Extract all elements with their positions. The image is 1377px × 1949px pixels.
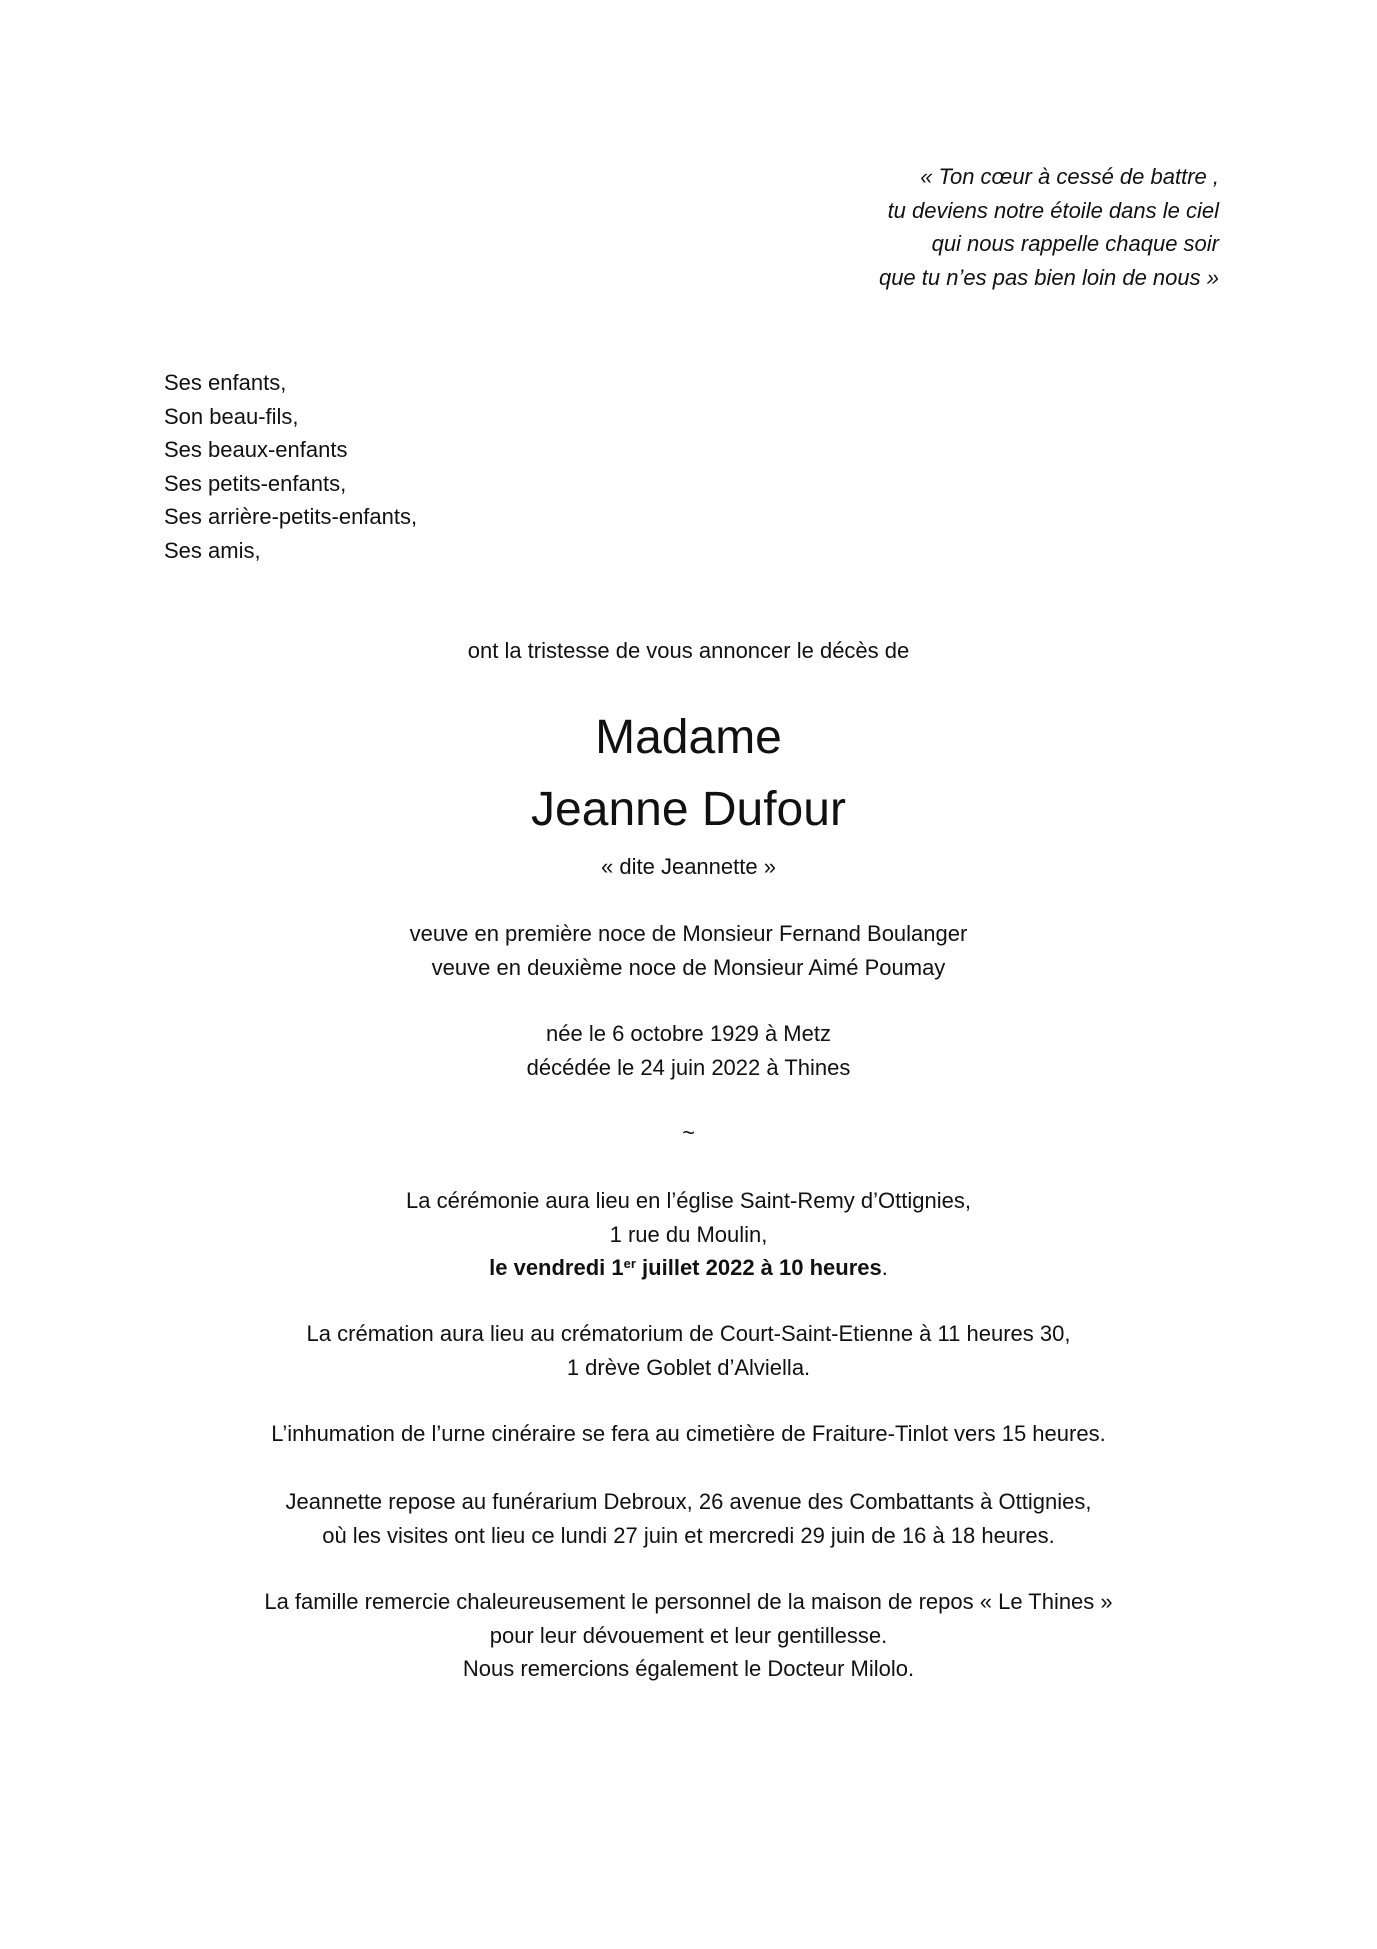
death-date: décédée le 24 juin 2022 à Thines bbox=[526, 1054, 851, 1080]
thanks-line: Nous remercions également le Docteur Milolo. bbox=[462, 1656, 915, 1681]
epigraph-line: tu deviens notre étoile dans le ciel bbox=[887, 197, 1219, 223]
epigraph-quote bbox=[879, 160, 1219, 294]
family-list bbox=[164, 366, 417, 567]
separator-tilde: ~ bbox=[682, 1120, 695, 1145]
family-line: Son beau-fils, bbox=[164, 403, 299, 429]
cremation-info bbox=[0, 1317, 1377, 1384]
family-line: Ses arrière-petits-enfants, bbox=[164, 504, 418, 529]
ceremony-date-ordinal: er bbox=[623, 1256, 636, 1271]
birth-date: née le 6 octobre 1929 à Metz bbox=[546, 1021, 831, 1046]
deceased-nickname: « dite Jeannette » bbox=[601, 854, 776, 879]
family-line: Ses beaux-enfants bbox=[164, 437, 348, 462]
family-line: Ses petits-enfants, bbox=[164, 470, 347, 496]
widowhood-line: veuve en première noce de Monsieur Fernand Boulanger bbox=[409, 921, 968, 946]
ceremony-date-rest: juillet 2022 à 10 heures bbox=[635, 1255, 882, 1280]
epigraph-line: qui nous rappelle chaque soir bbox=[931, 231, 1219, 256]
thanks-info bbox=[0, 1585, 1377, 1686]
wake-info bbox=[0, 1485, 1377, 1552]
family-line: Ses amis, bbox=[164, 537, 261, 563]
deceased-name: Jeanne Dufour bbox=[531, 783, 846, 836]
deceased-title: Madame bbox=[595, 711, 782, 764]
cremation-line: 1 drève Goblet d’Alviella. bbox=[566, 1354, 811, 1380]
widowhood-line: veuve en deuxième noce de Monsieur Aimé Poumay bbox=[431, 954, 946, 980]
announcement-text: ont la tristesse de vous annoncer le décès de bbox=[467, 638, 910, 663]
thanks-line: pour leur dévouement et leur gentillesse. bbox=[489, 1622, 888, 1648]
family-line: Ses enfants, bbox=[164, 370, 287, 395]
widowhood-info bbox=[0, 917, 1377, 984]
wake-line: Jeannette repose au funérarium Debroux, 26 avenue des Combattants à Ottignies, bbox=[285, 1489, 1092, 1514]
burial-info bbox=[0, 1417, 1377, 1451]
epigraph-line: « Ton cœur à cessé de battre , bbox=[920, 164, 1219, 189]
ceremony-date bbox=[0, 1251, 1377, 1285]
epigraph-line: que tu n’es pas bien loin de nous » bbox=[878, 264, 1219, 290]
ceremony-info bbox=[0, 1184, 1377, 1285]
ceremony-date-period: . bbox=[881, 1255, 888, 1280]
ceremony-location: La cérémonie aura lieu en l’église Saint-Remy d’Ottignies, bbox=[406, 1188, 971, 1213]
thanks-line: La famille remercie chaleureusement le personnel de la maison de repos « Le Thines » bbox=[264, 1589, 1113, 1614]
cremation-line: La crémation aura lieu au crématorium de Court-Saint-Etienne à 11 heures 30, bbox=[306, 1321, 1071, 1346]
burial-line: L’inhumation de l’urne cinéraire se fera au cimetière de Fraiture-Tinlot vers 15 heures. bbox=[271, 1421, 1106, 1446]
life-dates bbox=[0, 1017, 1377, 1084]
ceremony-date-start: le vendredi 1 bbox=[489, 1255, 624, 1280]
wake-line: où les visites ont lieu ce lundi 27 juin et mercredi 29 juin de 16 à 18 heures. bbox=[322, 1522, 1055, 1548]
ceremony-address: 1 rue du Moulin, bbox=[609, 1221, 768, 1247]
